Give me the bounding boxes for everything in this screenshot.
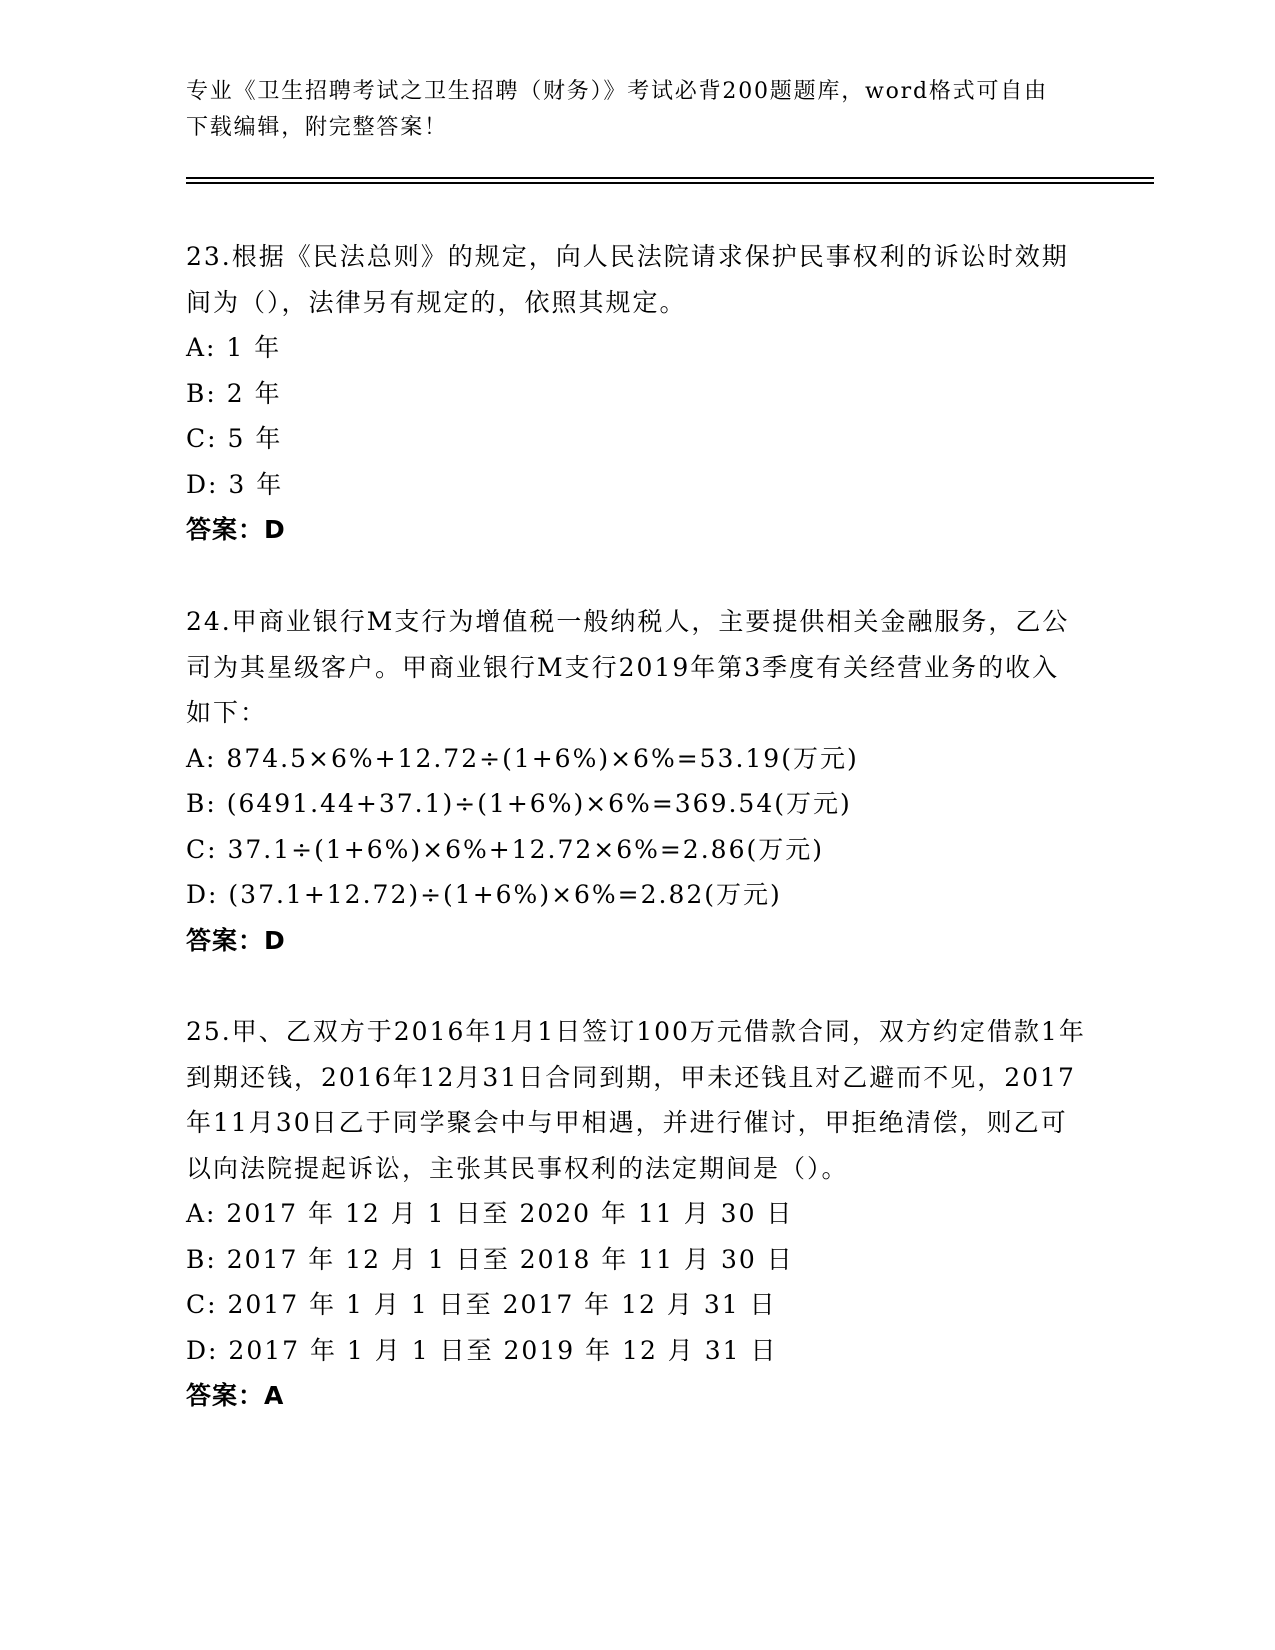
question-stem: 25.甲、乙双方于2016年1月1日签订100万元借款合同，双方约定借款1年到期还钱，2016年12月31日合同到期，甲未还钱且对乙避而不见，2017年11月30日乙于同学聚会中与甲相遇，并进行催讨，甲拒绝清偿，则乙可以向法院提起诉讼，主张其民事权利的法定期间是（）。 [186,1017,1086,1183]
header-divider-top [186,177,1154,179]
option-d: D: 3 年 [186,469,284,499]
document-header: 专业《卫生招聘考试之卫生招聘（财务）》考试必背200题题库，word格式可自由下载编辑，附完整答案！ [186,79,1048,140]
option-d: D: 2017 年 1 月 1 日至 2019 年 12 月 31 日 [186,1335,778,1365]
answer-line: 答案：D [186,925,286,955]
option-c: C: 2017 年 1 月 1 日至 2017 年 12 月 31 日 [186,1290,777,1319]
question-stem: 24.甲商业银行M支行为增值税一般纳税人，主要提供相关金融服务，乙公司为其星级客户。甲商业银行M支行2019年第3季度有关经营业务的收入如下： [186,607,1070,727]
question-stem: 23.根据《民法总则》的规定，向人民法院请求保护民事权利的诉讼时效期间为（），法律另有规定的，依照其规定。 [186,242,1069,317]
option-c: C: 5 年 [186,424,283,453]
option-d: D: (37.1+12.72)÷(1+6%)×6%=2.82(万元) [186,880,782,909]
question-23 [186,234,1086,553]
option-a: A: 2017 年 12 月 1 日至 2020 年 11 月 30 日 [186,1199,794,1228]
option-c: C: 37.1÷(1+6%)×6%+12.72×6%=2.86(万元) [186,834,824,864]
question-25 [186,1009,1086,1419]
option-b: B: 2017 年 12 月 1 日至 2018 年 11 月 30 日 [186,1244,794,1274]
option-a: A: 1 年 [186,333,282,362]
option-b: B: (6491.44+37.1)÷(1+6%)×6%=369.54(万元) [186,789,852,818]
answer-line: 答案：A [186,1381,285,1410]
option-a: A: 874.5×6%+12.72÷(1+6%)×6%=53.19(万元) [186,743,859,773]
header-divider-bottom [186,182,1154,184]
question-24 [186,599,1086,963]
answer-line: 答案：D [186,515,286,544]
option-b: B: 2 年 [186,378,282,408]
